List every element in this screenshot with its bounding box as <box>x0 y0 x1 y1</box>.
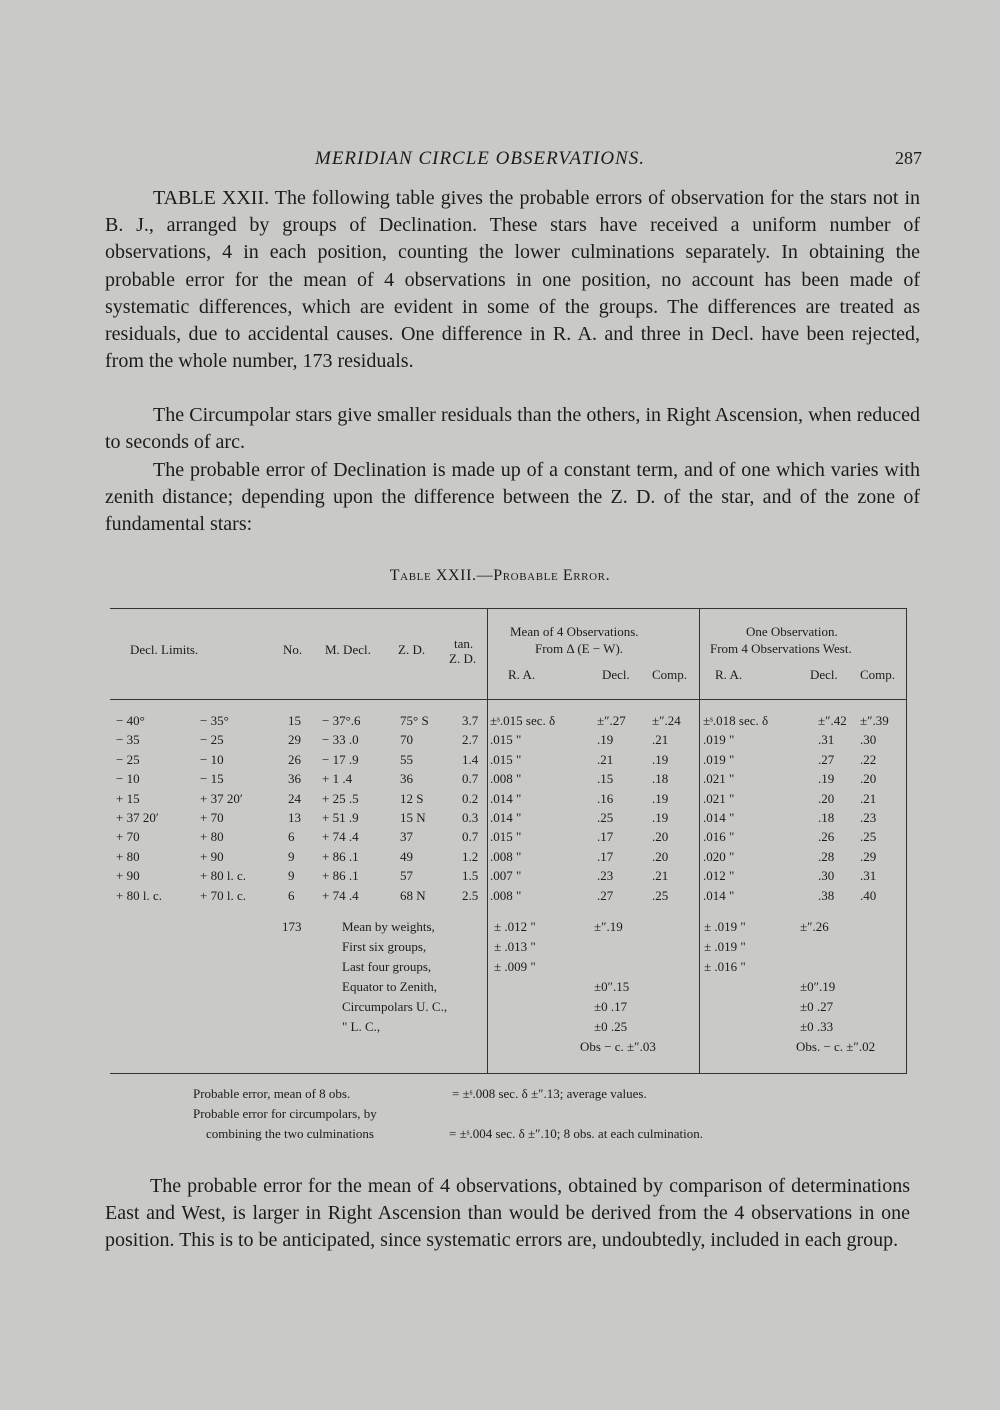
cell-m-decl: − 17 .9 <box>322 751 359 767</box>
header-mean4: Mean of 4 Observations. <box>510 624 639 639</box>
cell-to: − 10 <box>200 751 224 767</box>
cell-no: 24 <box>288 790 301 806</box>
cell-m-decl-err: .27 <box>597 887 614 903</box>
cell-to: − 15 <box>200 771 224 787</box>
header-m-decl: M. Decl. <box>325 642 371 657</box>
page-number: 287 <box>895 148 922 168</box>
cell-o-decl: .18 <box>818 810 835 825</box>
summary-one-ra: ± .019 " <box>704 919 746 934</box>
cell-m-decl-err: .25 <box>597 810 614 825</box>
summary-mean-decl: ±0″.15 <box>594 979 630 994</box>
cell-from: − 10 <box>116 771 140 787</box>
cell-zd: 36 <box>400 771 413 787</box>
cell-tan-zd: 0.3 <box>462 810 479 825</box>
header-rule <box>110 699 907 700</box>
footnote-circ-label: Probable error for circumpolars, by <box>193 1106 377 1121</box>
footnote-circ-label-2: combining the two culminations <box>206 1126 374 1141</box>
cell-to: + 70 l. c. <box>200 887 246 903</box>
header-one-obs: One Observation. <box>746 624 838 639</box>
cell-o-decl: ±″.42 <box>818 713 847 728</box>
cell-tan-zd: 3.7 <box>462 713 479 728</box>
cell-no: 6 <box>288 829 295 845</box>
cell-zd: 55 <box>400 751 413 767</box>
cell-o-comp: .40 <box>860 887 877 903</box>
cell-o-comp: .30 <box>860 732 877 748</box>
cell-m-comp: .19 <box>652 810 669 825</box>
cell-from: + 80 <box>116 848 140 864</box>
cell-from: + 37 20′ <box>116 810 159 825</box>
cell-o-ra: .012 " <box>703 868 735 884</box>
cell-m-ra: ±ˢ.015 sec. δ <box>490 713 556 728</box>
cell-zd: 37 <box>400 829 413 845</box>
cell-o-decl: .28 <box>818 848 835 864</box>
cell-m-decl: + 74 .4 <box>322 829 359 845</box>
footnote-mean-label: Probable error, mean of 8 obs. <box>193 1086 351 1101</box>
header-zd: Z. D. <box>398 642 426 657</box>
cell-o-ra: .020 " <box>703 848 735 864</box>
summary-mean-decl: ±0 .17 <box>594 999 628 1014</box>
cell-m-ra: .014 " <box>490 790 522 806</box>
cell-m-decl-err: .23 <box>597 868 614 884</box>
cell-m-decl-err: .15 <box>597 771 614 787</box>
cell-m-ra: .014 " <box>490 810 522 825</box>
cell-zd: 15 N <box>400 810 426 825</box>
cell-o-comp: .22 <box>860 751 877 767</box>
cell-to: − 35° <box>200 713 229 728</box>
cell-m-decl-err: .19 <box>597 732 614 748</box>
header-one-decl: Decl. <box>810 667 838 682</box>
summary-mean-ra: ± .012 " <box>494 919 536 934</box>
header-one-obs-from: From 4 Observations West. <box>710 641 852 656</box>
probable-error-table <box>110 608 907 1074</box>
cell-m-ra: .015 " <box>490 732 522 748</box>
cell-tan-zd: 1.4 <box>462 751 479 767</box>
declination-paragraph: The probable error of Declination is made up of a constant term, and of one which varies with zenith distance; depending upon the difference between the Z. D. of the star, and of the zone of fundamental stars: <box>105 459 920 536</box>
cell-o-ra: ±ˢ.018 sec. δ <box>703 713 769 728</box>
cell-zd: 75° S <box>400 713 429 728</box>
cell-to: + 80 <box>200 829 224 845</box>
cell-no: 26 <box>288 751 301 767</box>
header-no: No. <box>283 642 303 657</box>
cell-no: 9 <box>288 848 295 864</box>
cell-o-ra: .019 " <box>703 732 735 748</box>
summary-label: " L. C., <box>342 1019 381 1034</box>
cell-m-decl: + 51 .9 <box>322 810 359 825</box>
summary-one-decl: ±″.26 <box>800 919 829 934</box>
cell-no: 36 <box>288 771 301 787</box>
obs-minus-c-one: Obs. − c. ±″.02 <box>796 1039 876 1054</box>
header-decl-limits: Decl. Limits. <box>130 642 199 657</box>
cell-tan-zd: 1.2 <box>462 848 479 864</box>
cell-no: 9 <box>288 868 295 884</box>
cell-o-ra: .014 " <box>703 810 735 825</box>
cell-from: + 15 <box>116 790 140 806</box>
cell-no: 29 <box>288 732 301 748</box>
cell-o-comp: .25 <box>860 829 877 845</box>
summary-total: 173 <box>282 919 302 934</box>
cell-from: − 35 <box>116 732 140 748</box>
footnote-mean-value: = ±ˢ.008 sec. δ ±″.13; average values. <box>452 1086 647 1101</box>
cell-to: + 37 20′ <box>200 790 243 806</box>
summary-mean-decl: ±0 .25 <box>594 1019 628 1034</box>
cell-m-ra: .015 " <box>490 829 522 845</box>
cell-m-ra: .008 " <box>490 848 522 864</box>
cell-m-decl: + 25 .5 <box>322 790 359 806</box>
cell-tan-zd: 1.5 <box>462 868 479 884</box>
cell-to: − 25 <box>200 732 224 748</box>
cell-from: − 25 <box>116 751 140 767</box>
cell-m-ra: .008 " <box>490 771 522 787</box>
cell-m-decl-err: .17 <box>597 848 614 864</box>
header-one-ra: R. A. <box>715 667 743 682</box>
column-divider <box>699 609 700 1073</box>
header-tan: tan. <box>454 636 474 651</box>
cell-from: + 80 l. c. <box>116 887 162 903</box>
column-divider <box>487 609 488 1073</box>
summary-label: First six groups, <box>342 939 427 954</box>
cell-m-ra: .015 " <box>490 751 522 767</box>
cell-to: + 90 <box>200 848 224 864</box>
cell-o-comp: .23 <box>860 810 877 825</box>
cell-o-decl: .38 <box>818 887 835 903</box>
footnote-circ-value: = ±ˢ.004 sec. δ ±″.10; 8 obs. at each culmination. <box>449 1126 703 1141</box>
cell-o-decl: .19 <box>818 771 835 787</box>
cell-o-decl: .30 <box>818 868 835 884</box>
cell-no: 15 <box>288 713 301 728</box>
table-caption: Table XXII.—Probable Error. <box>389 567 611 584</box>
summary-mean-decl: ±″.19 <box>594 919 623 934</box>
cell-tan-zd: 0.2 <box>462 790 479 806</box>
cell-m-comp: .21 <box>652 732 669 748</box>
cell-m-decl: + 74 .4 <box>322 887 359 903</box>
cell-o-comp: .20 <box>860 771 877 787</box>
cell-no: 13 <box>288 810 301 825</box>
header-mean4-from: From Δ (E − W). <box>535 641 624 656</box>
cell-m-decl: − 33 .0 <box>322 732 359 748</box>
cell-m-comp: .21 <box>652 868 669 884</box>
cell-o-decl: .27 <box>818 751 835 767</box>
cell-m-decl: + 1 .4 <box>322 771 353 787</box>
header-mean-ra: R. A. <box>508 667 536 682</box>
summary-one-decl: ±0″.19 <box>800 979 836 994</box>
summary-label: Equator to Zenith, <box>342 979 437 994</box>
cell-o-ra: .016 " <box>703 829 735 845</box>
header-mean-decl: Decl. <box>602 667 630 682</box>
cell-tan-zd: 0.7 <box>462 829 479 845</box>
cell-m-comp: ±″.24 <box>652 713 681 728</box>
cell-o-ra: .021 " <box>703 771 735 787</box>
column-divider <box>906 609 907 1073</box>
cell-zd: 57 <box>400 868 413 884</box>
cell-tan-zd: 2.7 <box>462 732 479 748</box>
cell-o-decl: .20 <box>818 790 835 806</box>
cell-from: − 40° <box>116 713 145 728</box>
summary-one-decl: ±0 .33 <box>800 1019 834 1034</box>
cell-m-comp: .25 <box>652 887 669 903</box>
obs-minus-c-mean: Obs − c. ±″.03 <box>580 1039 656 1054</box>
cell-to: + 70 <box>200 810 224 825</box>
cell-from: + 70 <box>116 829 140 845</box>
cell-o-comp: .31 <box>860 868 877 884</box>
header-one-comp: Comp. <box>860 667 896 682</box>
cell-m-decl-err: .17 <box>597 829 614 845</box>
cell-m-decl: + 86 .1 <box>322 848 359 864</box>
cell-o-decl: .26 <box>818 829 835 845</box>
cell-from: + 90 <box>116 868 140 884</box>
cell-no: 6 <box>288 887 295 903</box>
summary-label: Last four groups, <box>342 959 432 974</box>
running-title: MERIDIAN CIRCLE OBSERVATIONS. <box>315 148 645 169</box>
header-tan-zd: Z. D. <box>449 651 477 666</box>
cell-zd: 12 S <box>400 790 424 806</box>
final-paragraph: The probable error for the mean of 4 observations, obtained by comparison of determinations East and West, is larger in Right Ascension than would be derived from the 4 observations in one position. This is to be anticipated, since systematic errors are, undoubtedly, included in each group. <box>105 1175 910 1252</box>
cell-to: + 80 l. c. <box>200 868 246 884</box>
summary-one-ra: ± .016 " <box>704 959 746 974</box>
cell-tan-zd: 2.5 <box>462 887 479 903</box>
cell-m-comp: .19 <box>652 790 669 806</box>
summary-mean-ra: ± .009 " <box>494 959 536 974</box>
cell-o-ra: .014 " <box>703 887 735 903</box>
cell-o-comp: .21 <box>860 790 877 806</box>
cell-o-comp: ±″.39 <box>860 713 889 728</box>
cell-zd: 68 N <box>400 887 426 903</box>
summary-one-ra: ± .019 " <box>704 939 746 954</box>
header-mean-comp: Comp. <box>652 667 688 682</box>
cell-m-decl-err: .16 <box>597 790 614 806</box>
cell-zd: 70 <box>400 732 413 748</box>
cell-m-comp: .19 <box>652 751 669 767</box>
cell-m-decl: + 86 .1 <box>322 868 359 884</box>
summary-label: Circumpolars U. C., <box>342 999 448 1014</box>
summary-label: Mean by weights, <box>342 919 435 934</box>
cell-m-decl-err: .21 <box>597 751 614 767</box>
cell-m-comp: .20 <box>652 848 669 864</box>
cell-m-ra: .007 " <box>490 868 522 884</box>
cell-o-decl: .31 <box>818 732 835 748</box>
cell-o-ra: .019 " <box>703 751 735 767</box>
cell-m-decl: − 37°.6 <box>322 713 361 728</box>
intro-paragraph: TABLE XXII. The following table gives the probable errors of observation for the stars not in B. J., arranged by groups of Declination. These stars have received a uniform number of observations, 4 in each position, counting the lower culminations separately. In obtaining the probable error for the mean of 4 observations in one position, no account has been made of systematic differences, which are evident in some of the groups. The differences are treated as residuals, due to accidental causes. One difference in R. A. and three in Decl. have been rejected, from the whole number, 173 residuals. <box>105 187 920 373</box>
cell-o-ra: .021 " <box>703 790 735 806</box>
circumpolar-paragraph: The Circumpolar stars give smaller residuals than the others, in Right Ascension, when reduced to seconds of arc. <box>105 404 920 454</box>
cell-m-decl-err: ±″.27 <box>597 713 626 728</box>
page-header <box>0 148 1000 172</box>
cell-zd: 49 <box>400 848 413 864</box>
cell-tan-zd: 0.7 <box>462 771 479 787</box>
summary-mean-ra: ± .013 " <box>494 939 536 954</box>
cell-m-ra: .008 " <box>490 887 522 903</box>
cell-o-comp: .29 <box>860 848 877 864</box>
cell-m-comp: .18 <box>652 771 669 787</box>
cell-m-comp: .20 <box>652 829 669 845</box>
summary-one-decl: ±0 .27 <box>800 999 834 1014</box>
